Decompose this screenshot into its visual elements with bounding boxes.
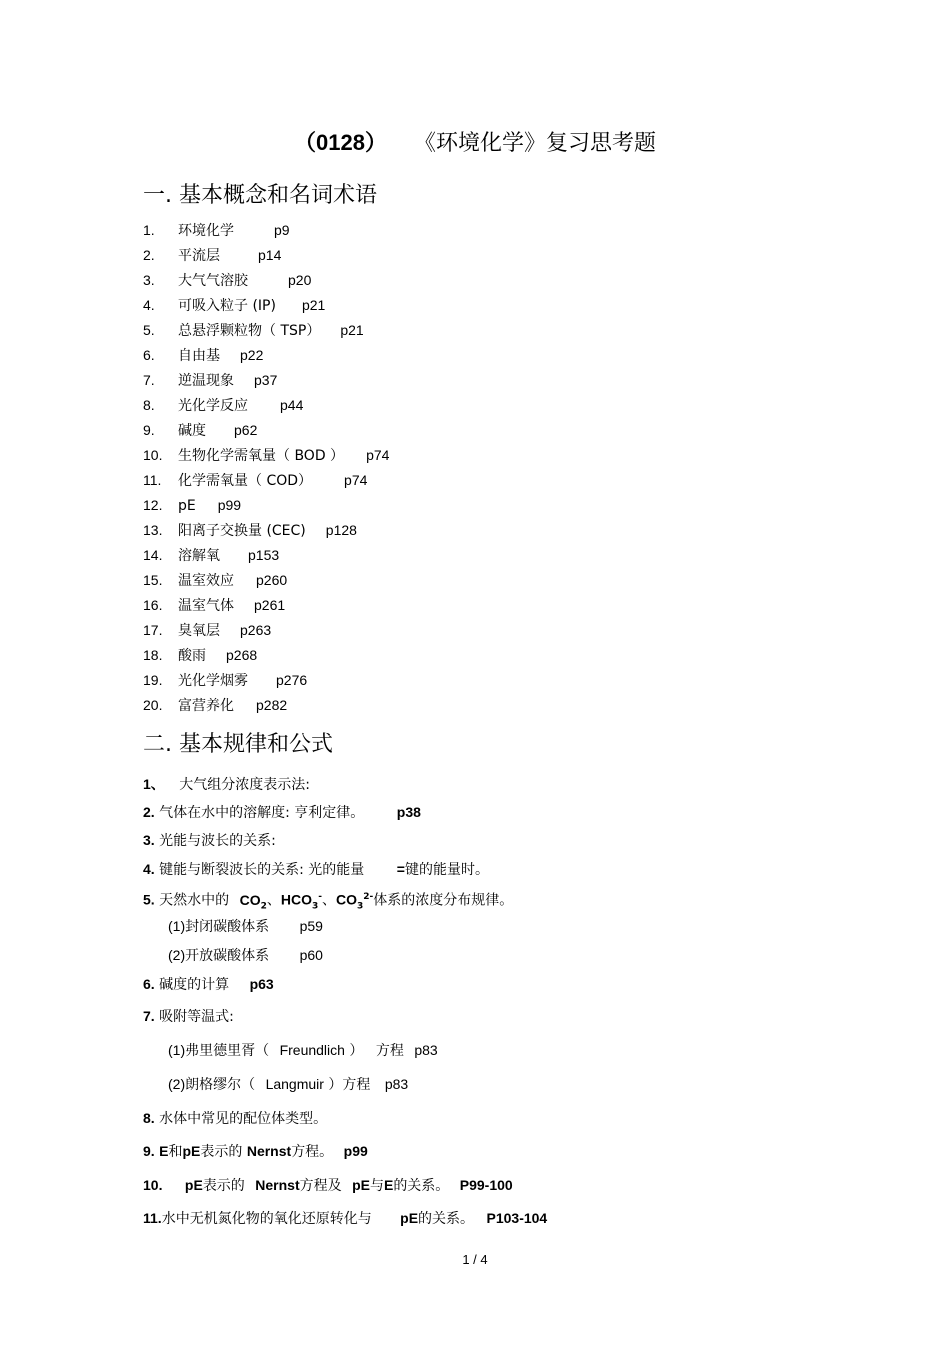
term-label: 大气气溶胶 — [178, 273, 248, 289]
rule-item-7-sub-2: (2)朗格缪尔（ Langmuir ）方程 p83 — [168, 1076, 409, 1093]
term-page: p14 — [258, 247, 282, 263]
term-page: p21 — [301, 297, 326, 313]
term-item — [143, 646, 257, 665]
term-page: p44 — [280, 397, 304, 413]
term-label: 平流层 — [178, 248, 220, 264]
term-item — [143, 296, 325, 315]
term-page: p37 — [254, 372, 278, 388]
term-number: 12. — [143, 497, 163, 513]
course-code: （0128） — [294, 130, 387, 155]
term-item — [143, 521, 357, 540]
term-item — [143, 221, 290, 240]
term-page: p276 — [276, 672, 308, 688]
rule-item-3: 3. 光能与波长的关系: — [143, 832, 276, 849]
rule-item-5-sub-1: (1)封闭碳酸体系 p59 — [168, 918, 323, 935]
term-number: 18. — [143, 647, 163, 663]
term-number: 5. — [143, 322, 155, 338]
rule-item-1: 1、 大气组分浓度表示法: — [143, 776, 310, 793]
document-title — [0, 126, 950, 157]
term-label: 阳离子交换量 (CEC) — [178, 523, 306, 539]
term-number: 14. — [143, 547, 163, 563]
term-number: 4. — [143, 297, 155, 313]
term-number: 17. — [143, 622, 163, 638]
term-item — [143, 396, 303, 415]
term-number: 2. — [143, 247, 155, 263]
term-item — [143, 271, 311, 290]
rule-item-5-sub-2: (2)开放碳酸体系 p60 — [168, 947, 323, 964]
term-item — [143, 371, 277, 390]
term-page: p263 — [240, 622, 272, 638]
term-label: 光化学反应 — [178, 398, 248, 414]
term-label: 酸雨 — [178, 648, 206, 664]
rule-item-9: 9. E和pE表示的 Nernst方程。 p99 — [143, 1143, 368, 1160]
term-label: 溶解氧 — [178, 548, 220, 564]
term-page: p268 — [226, 647, 258, 663]
term-label: 化学需氧量（ COD） — [178, 473, 313, 489]
term-page: p99 — [217, 497, 242, 513]
term-page: p74 — [344, 472, 368, 488]
term-item — [143, 546, 279, 565]
term-page: p74 — [366, 447, 390, 463]
term-label: 碱度 — [178, 423, 206, 439]
term-number: 9. — [143, 422, 155, 438]
term-label: 富营养化 — [178, 698, 234, 714]
term-item — [143, 621, 271, 640]
term-item — [143, 421, 257, 440]
term-page: p261 — [254, 597, 286, 613]
rule-item-5: 5. 天然水中的 $CO_2$、$HCO_3^-$、$CO_3^{2-}$体系的浓度分布规律。 — [143, 891, 514, 912]
term-label: 可吸入粒子 (IP) — [178, 298, 276, 314]
term-page: p22 — [240, 347, 264, 363]
term-label: 逆温现象 — [178, 373, 234, 389]
term-number: 16. — [143, 597, 163, 613]
term-item — [143, 321, 364, 340]
term-number: 20. — [143, 697, 163, 713]
term-label: 温室效应 — [178, 573, 234, 589]
term-item — [143, 596, 285, 615]
rule-item-10: 10. pE表示的 Nernst方程及 pE与E的关系。 P99-100 — [143, 1177, 513, 1194]
page-number: 1 / 4 — [462, 1252, 488, 1267]
term-number: 6. — [143, 347, 155, 363]
term-label: pE — [178, 498, 196, 514]
term-number: 13. — [143, 522, 163, 538]
term-number: 7. — [143, 372, 155, 388]
term-number: 15. — [143, 572, 163, 588]
term-item — [143, 696, 287, 715]
term-number: 3. — [143, 272, 155, 288]
term-label: 温室气体 — [178, 598, 234, 614]
term-item — [143, 496, 241, 515]
term-item — [143, 471, 367, 490]
rule-item-11: 11.水中无机氮化物的氧化还原转化与 pE的关系。 P103-104 — [143, 1210, 548, 1227]
term-label: 自由基 — [178, 348, 220, 364]
term-item — [143, 246, 281, 265]
term-page: p128 — [325, 522, 357, 538]
term-number: 10. — [143, 447, 163, 463]
term-item — [143, 671, 307, 690]
term-item — [143, 571, 287, 590]
rule-item-7-sub-1: (1)弗里德里胥（ Freundlich ） 方程 p83 — [168, 1042, 438, 1059]
term-page: p9 — [274, 222, 290, 238]
term-item — [143, 346, 263, 365]
term-page: p260 — [256, 572, 288, 588]
term-number: 8. — [143, 397, 155, 413]
term-item — [143, 446, 389, 465]
section1-heading: 一. 基本概念和名词术语 — [143, 183, 377, 208]
rule-item-6: 6. 碱度的计算 p63 — [143, 976, 274, 993]
rule-item-4: 4. 键能与断裂波长的关系: 光的能量 =键的能量时。 — [143, 861, 489, 878]
rule-item-2: 2. 气体在水中的溶解度: 亨利定律。 p38 — [143, 804, 421, 821]
term-page: p20 — [288, 272, 312, 288]
rule-item-7: 7. 吸附等温式: — [143, 1008, 234, 1025]
term-label: 环境化学 — [178, 223, 234, 239]
term-label: 总悬浮颗粒物（ TSP） — [178, 323, 321, 339]
rule-item-8: 8. 水体中常见的配位体类型。 — [143, 1110, 328, 1127]
term-label: 生物化学需氧量（ BOD ） — [178, 448, 345, 464]
term-label: 臭氧层 — [178, 623, 220, 639]
term-number: 19. — [143, 672, 163, 688]
term-page: p21 — [340, 322, 364, 338]
course-title: 《环境化学》复习思考题 — [413, 131, 656, 156]
term-number: 11. — [143, 472, 162, 488]
section2-heading: 二. 基本规律和公式 — [143, 732, 333, 757]
term-number: 1. — [143, 222, 155, 238]
term-page: p153 — [248, 547, 280, 563]
term-label: 光化学烟雾 — [178, 673, 248, 689]
term-page: p282 — [256, 697, 288, 713]
term-page: p62 — [234, 422, 258, 438]
